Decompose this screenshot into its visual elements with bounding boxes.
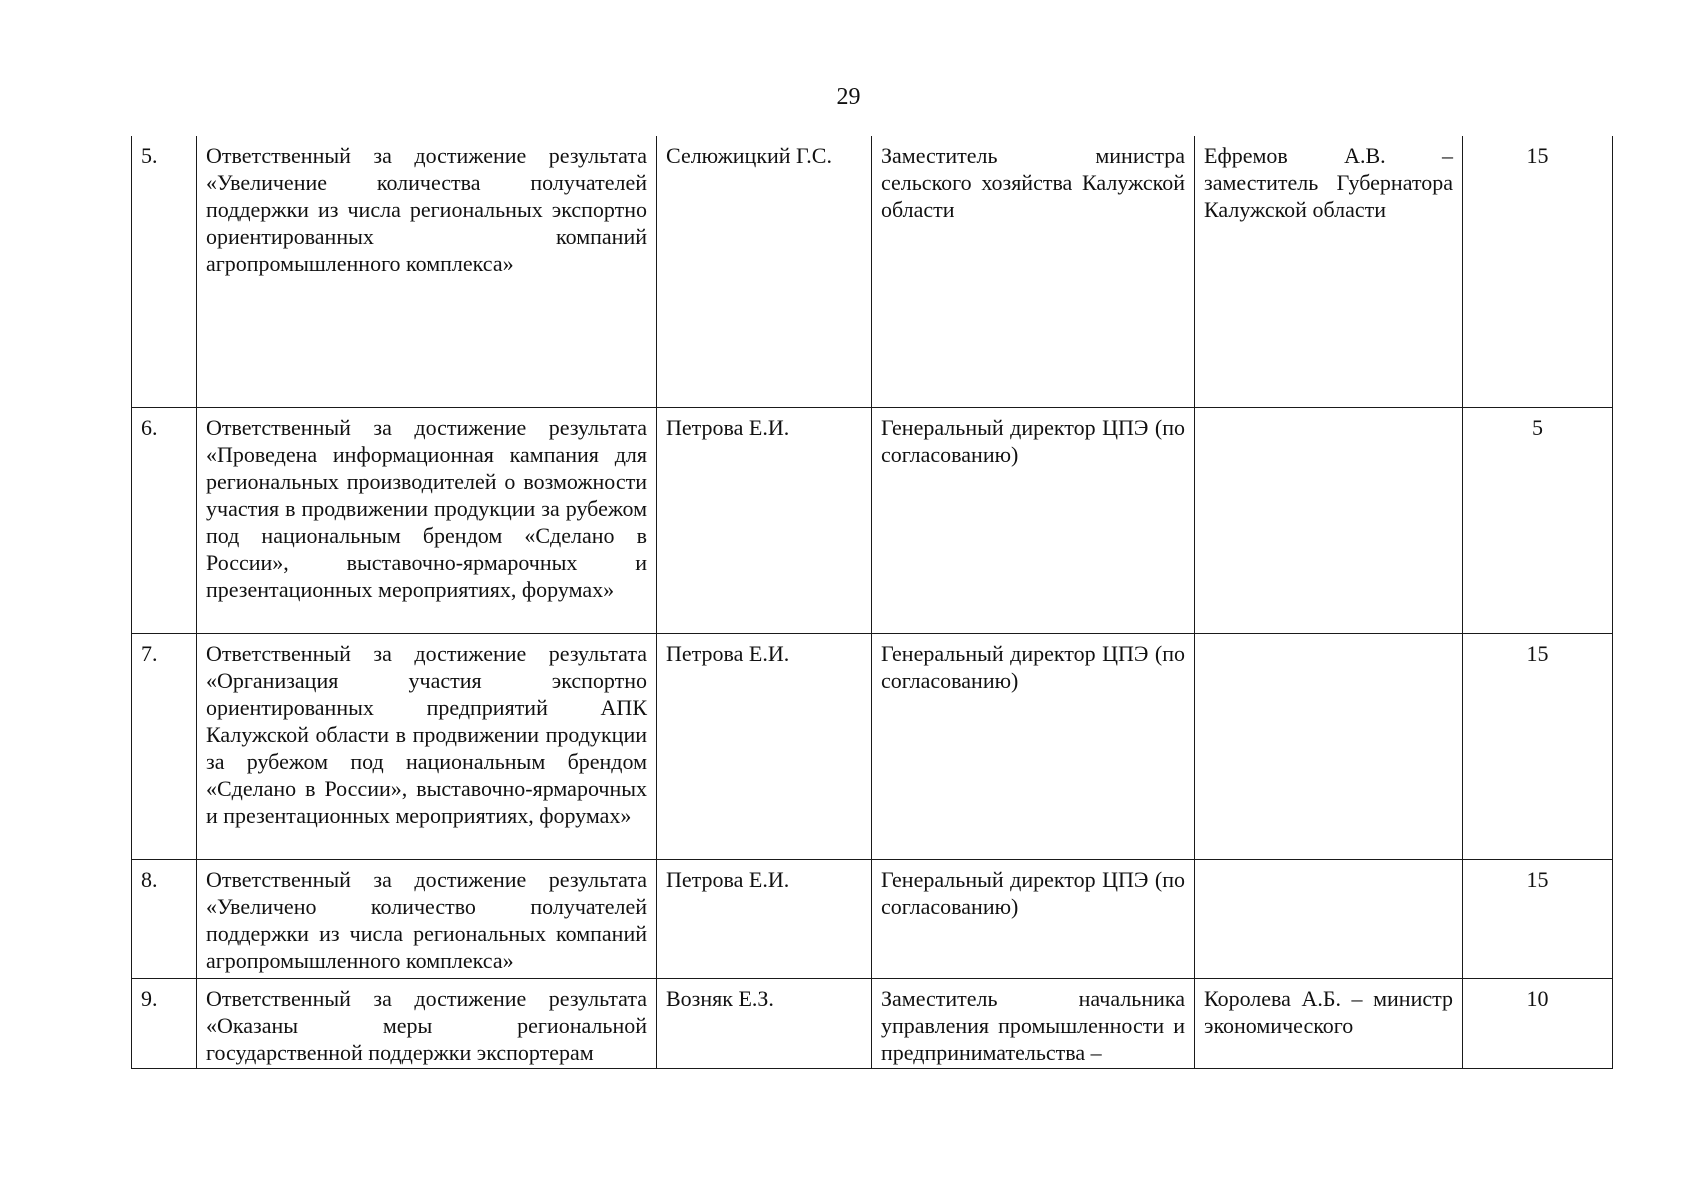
supervisor [1195, 633, 1463, 859]
responsible-position: Генеральный директор ЦПЭ (по согласованию) [872, 859, 1195, 978]
result-responsibility: Ответственный за достижение результата «Оказаны меры региональной государственной поддержки экспортерам [197, 978, 657, 1068]
row-number: 5. [132, 136, 197, 407]
result-responsibility: Ответственный за достижение результата «Организация участия экспортно ориентированных предприятий АПК Калужской области в продвижении продукции за рубежом под национальным брендом «Сделано в России», выставочно-ярмарочных и презентационных мероприятиях, форумах» [197, 633, 657, 859]
value-cell: 15 [1463, 633, 1613, 859]
value-cell: 5 [1463, 407, 1613, 633]
responsible-person: Петрова Е.И. [657, 407, 872, 633]
responsible-person: Возняк Е.З. [657, 978, 872, 1068]
table-row [132, 407, 1613, 633]
result-responsibility: Ответственный за достижение результата «Увеличено количество получателей поддержки из числа региональных компаний агропромышленного комплекса» [197, 859, 657, 978]
table-row [132, 978, 1613, 1068]
responsible-position: Заместитель начальника управления промышленности и предпринимательства – [872, 978, 1195, 1068]
value-cell: 15 [1463, 136, 1613, 407]
result-responsibility: Ответственный за достижение результата «Увеличение количества получателей поддержки из числа региональных экспортно ориентированных компаний агропромышленного комплекса» [197, 136, 657, 407]
row-number: 6. [132, 407, 197, 633]
result-responsibility: Ответственный за достижение результата «Проведена информационная кампания для региональных производителей о возможности участия в продвижении продукции за рубежом под национальным брендом «Сделано в России», выставочно-ярмарочных и презентационных мероприятиях, форумах» [197, 407, 657, 633]
value-cell: 15 [1463, 859, 1613, 978]
responsible-person: Селюжицкий Г.С. [657, 136, 872, 407]
responsible-person: Петрова Е.И. [657, 633, 872, 859]
table-row [132, 859, 1613, 978]
responsible-position: Генеральный директор ЦПЭ (по согласованию) [872, 407, 1195, 633]
page-number: 29 [836, 84, 861, 110]
row-number: 7. [132, 633, 197, 859]
value-cell: 10 [1463, 978, 1613, 1068]
responsible-position: Генеральный директор ЦПЭ (по согласованию) [872, 633, 1195, 859]
supervisor: Ефремов А.В. – заместитель Губернатора Калужской области [1195, 136, 1463, 407]
responsible-position: Заместитель министра сельского хозяйства Калужской области [872, 136, 1195, 407]
table-row [132, 633, 1613, 859]
responsibility-table [131, 136, 1613, 1069]
row-number: 9. [132, 978, 197, 1068]
table-row [132, 136, 1613, 407]
supervisor: Королева А.Б. – министр экономического [1195, 978, 1463, 1068]
supervisor [1195, 407, 1463, 633]
row-number: 8. [132, 859, 197, 978]
responsible-person: Петрова Е.И. [657, 859, 872, 978]
supervisor [1195, 859, 1463, 978]
